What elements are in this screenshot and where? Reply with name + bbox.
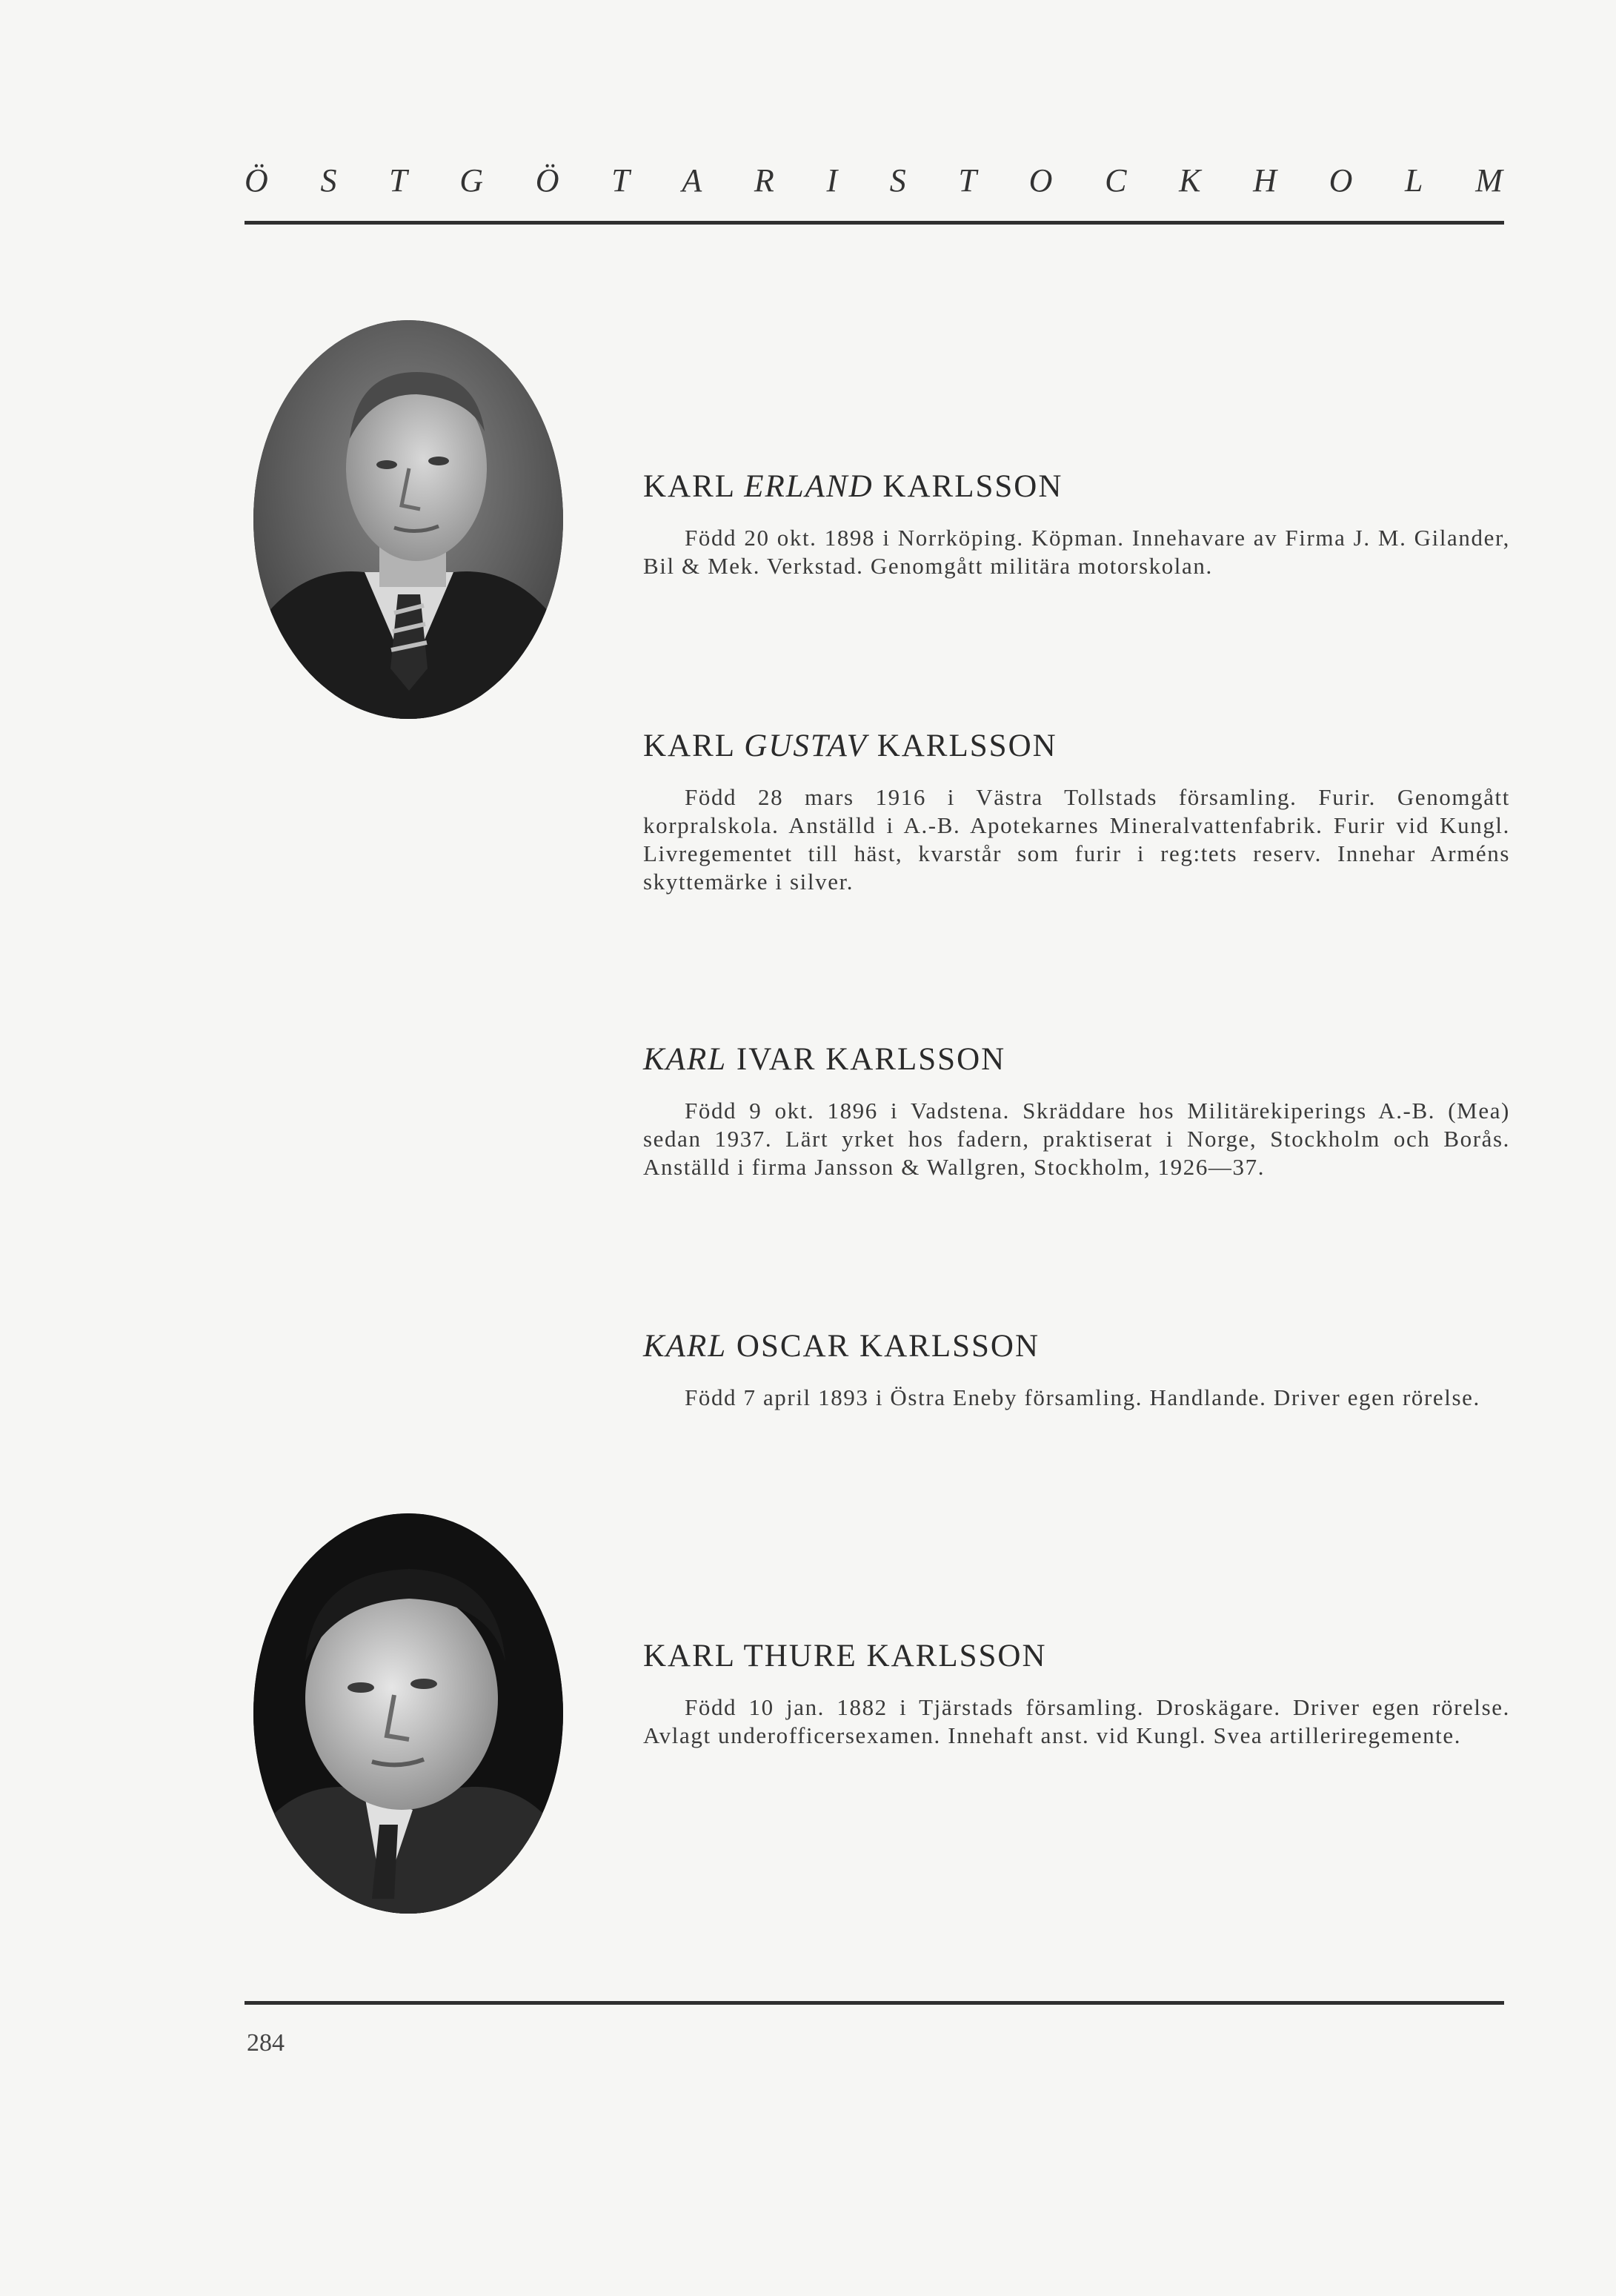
running-head-letter: L: [1405, 162, 1425, 199]
running-head-letter: I: [826, 162, 839, 199]
running-head-letter: A: [682, 162, 704, 199]
entry-text: Född 10 jan. 1882 i Tjärstads församling. Droskägare. Driver egen rörelse. Avlagt underofficersexamen. Innehaft anst. vid Kungl. Svea artilleriregemente.: [643, 1694, 1510, 1748]
running-head-letter: O: [1329, 162, 1354, 199]
running-head-letter: T: [958, 162, 978, 199]
running-head-letter: O: [1028, 162, 1054, 199]
biography-entry: [643, 1328, 1510, 1412]
name-surname: KARLSSON: [859, 1329, 1040, 1364]
entry-text: Född 20 okt. 1898 i Norrköping. Köpman. Innehavare av Firma J. M. Gilander, Bil & Mek. Verkstad. Genomgått militära motorskolan.: [643, 525, 1510, 579]
entry-text: Född 9 okt. 1896 i Vadstena. Skräddare hos Militärekiperings A.-B. (Mea) sedan 1937. Lärt yrket hos fadern, praktiserat i Norge, Stockholm och Borås. Anställd i firma Jansson & Wallgren, Stockholm, 1926—37.: [643, 1098, 1510, 1180]
running-head-letter: C: [1105, 162, 1128, 199]
entry-name: [643, 1041, 1510, 1078]
name-first: KARL: [643, 469, 735, 504]
name-given: GUSTAV: [744, 729, 868, 763]
name-given: OSCAR: [736, 1329, 851, 1364]
running-head-letter: K: [1179, 162, 1203, 199]
running-head-letter: S: [889, 162, 908, 199]
running-head-letter: Ö: [245, 162, 270, 199]
entry-name: [643, 728, 1510, 764]
biography-entry: [643, 1041, 1510, 1181]
name-first: KARL: [643, 1639, 735, 1673]
name-given: ERLAND: [744, 469, 874, 504]
running-head-letter: T: [611, 162, 631, 199]
running-head-letter: G: [459, 162, 485, 199]
biography-entry: [643, 468, 1510, 580]
name-first: KARL: [643, 1042, 728, 1077]
name-given: IVAR: [736, 1042, 817, 1077]
entry-name: [643, 1638, 1510, 1674]
portrait-photo: [253, 1513, 563, 1914]
entry-name: [643, 468, 1510, 505]
name-surname: KARLSSON: [866, 1639, 1047, 1673]
name-first: KARL: [643, 1329, 728, 1364]
page-number: 284: [247, 2029, 285, 2057]
footer-rule: [245, 2001, 1504, 2005]
running-head-letter: S: [320, 162, 339, 199]
header-rule: [245, 221, 1504, 225]
name-first: KARL: [643, 729, 735, 763]
running-head-letter: T: [389, 162, 409, 199]
name-given: THURE: [743, 1639, 857, 1673]
running-head-letter: M: [1475, 162, 1504, 199]
running-head-letter: H: [1253, 162, 1278, 199]
running-head: [245, 162, 1504, 199]
portrait-photo: [253, 320, 563, 719]
biography-entry: [643, 1638, 1510, 1750]
name-surname: KARLSSON: [877, 729, 1057, 763]
name-surname: KARLSSON: [825, 1042, 1006, 1077]
entry-name: [643, 1328, 1510, 1364]
running-head-letter: R: [754, 162, 776, 199]
name-surname: KARLSSON: [882, 469, 1063, 504]
entry-text: Född 7 april 1893 i Östra Eneby församling. Handlande. Driver egen rörelse.: [685, 1384, 1480, 1410]
biography-entry: [643, 728, 1510, 896]
entry-text: Född 28 mars 1916 i Västra Tollstads församling. Furir. Genomgått korpralskola. Anställd i A.-B. Apotekarnes Mineralvattenfabrik. Furir vid Kungl. Livregementet till häst, kvarstår som furir i reg:tets reserv. Innehar Arméns skyttemärke i silver.: [643, 784, 1510, 895]
running-head-letter: Ö: [535, 162, 561, 199]
